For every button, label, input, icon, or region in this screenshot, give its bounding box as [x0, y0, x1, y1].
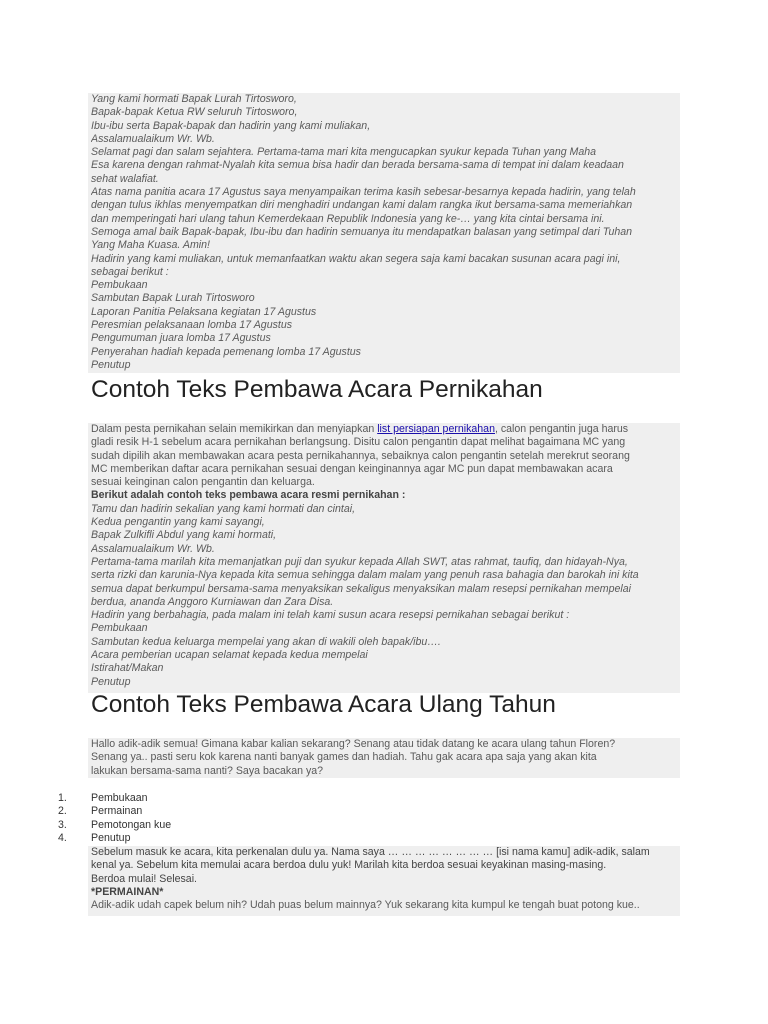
text-line: Yang kami hormati Bapak Lurah Tirtosworo,: [91, 93, 297, 105]
text-line: Pembukaan: [91, 279, 148, 292]
bold-subheading: Berikut adalah contoh teks pembawa acara resmi pernikahan :: [91, 489, 406, 502]
text-line: sudah dipilih akan membawakan acara pesta pernikahannya, sebaiknya calon pengantin setelah merekrut seorang: [91, 449, 630, 462]
text-line: Adik-adik udah capek belum nih? Udah puas belum mainnya? Yuk sekarang kita kumpul ke tengah buat potong kue..: [91, 899, 640, 912]
text-line: Kedua pengantin yang kami sayangi,: [91, 516, 265, 529]
text-line: MC memberikan daftar acara pernikahan sesuai dengan keinginannya agar MC pun dapat membawakan acara: [91, 462, 613, 475]
text-line: lakukan bersama-sama nanti? Saya bacakan ya?: [91, 764, 324, 777]
text-line: Penutup: [91, 358, 131, 371]
text-line: Peresmian pelaksanaan lomba 17 Agustus: [91, 319, 293, 332]
heading-pernikahan: Contoh Teks Pembawa Acara Pernikahan: [91, 376, 543, 403]
agustus-speech-block: [88, 93, 680, 373]
text-line: Sambutan kedua keluarga mempelai yang akan di wakili oleh bapak/ibu….: [91, 635, 441, 648]
text-line: gladi resik H-1 sebelum acara pernikahan berlangsung. Disitu calon pengantin dapat melihat bagaimana MC yang: [91, 436, 626, 449]
text-line: sehat walafiat.: [91, 172, 159, 185]
text-line: kenal ya. Sebelum kita memulai acara berdoa dulu yuk! Marilah kita berdoa sesuai keyakinan masing-masing.: [91, 859, 607, 872]
text-line: Laporan Panitia Pelaksana kegiatan 17 Agustus: [91, 305, 317, 318]
list-item-label: Penutup: [91, 831, 131, 844]
text-line: Yang Maha Kuasa. Amin!: [91, 239, 210, 252]
text-line: Assalamualaikum Wr. Wb.: [91, 132, 215, 145]
text-line: Senang ya.. pasti seru kok karena nanti banyak games dan hadiah. Tahu gak acara apa saja yang akan kita: [91, 751, 597, 764]
text-line: Atas nama panitia acara 17 Agustus saya menyampaikan terima kasih sebesar-besarnya kepada hadirin, yang telah: [91, 186, 636, 199]
list-item: [58, 819, 358, 832]
text-line: sesuai keinginan calon pengantin dan keluarga.: [91, 476, 315, 489]
text-line: Penutup: [91, 675, 131, 688]
text-line: Tamu dan hadirin sekalian yang kami hormati dan cintai,: [91, 502, 356, 515]
text-line: sebagai berikut :: [91, 265, 169, 278]
text-line: Hallo adik-adik semua! Gimana kabar kalian sekarang? Senang atau tidak datang ke acara ulang tahun Floren?: [91, 738, 616, 750]
list-number: 1.: [58, 792, 67, 804]
text-line: Istirahat/Makan: [91, 662, 164, 675]
list-number: 2.: [58, 805, 67, 818]
text-line: Assalamualaikum Wr. Wb.: [91, 542, 215, 555]
list-number: 3.: [58, 818, 67, 831]
list-item-label: Pembukaan: [91, 792, 148, 804]
text-line: dengan tulus ikhlas menyempatkan diri menghadiri undangan kami dalam rangka ikut bersama-sama memeriahkan: [91, 199, 633, 212]
list-number: 4.: [58, 831, 67, 844]
text-line: Berdoa mulai! Selesai.: [91, 872, 197, 885]
text-line: Pengumuman juara lomba 17 Agustus: [91, 332, 271, 345]
intro-line: [91, 423, 677, 436]
text-line: Hadirin yang kami muliakan, untuk memanfaatkan waktu akan segera saja kami bacakan susunan acara pagi ini,: [91, 252, 621, 265]
intro-text: Dalam pesta pernikahan selain memikirkan dan menyiapkan: [91, 423, 378, 435]
text-line: Hadirin yang berbahagia, pada malam ini telah kami susun acara resepsi pernikahan sebagai berikut :: [91, 609, 570, 622]
intro-text: , calon pengantin juga harus: [494, 423, 629, 435]
text-line: Sebelum masuk ke acara, kita perkenalan dulu ya. Nama saya … … … … … … … … [isi nama kamu] adik-adik, salam: [91, 846, 650, 858]
permainan-label: *PERMAINAN*: [91, 885, 164, 898]
text-line: Acara pemberian ucapan selamat kepada kedua mempelai: [91, 649, 368, 662]
text-line: Pembukaan: [91, 622, 148, 635]
acara-ordered-list: [58, 792, 358, 845]
text-line: Ibu-ibu serta Bapak-bapak dan hadirin yang kami muliakan,: [91, 119, 371, 132]
text-line: Semoga amal baik Bapak-bapak, Ibu-ibu dan hadirin semuanya itu mendapatkan balasan yang setimpal dari Tuhan: [91, 225, 633, 238]
list-item: [58, 805, 358, 818]
text-line: Selamat pagi dan salam sejahtera. Pertama-tama mari kita mengucapkan syukur kepada Tuhan yang Maha: [91, 146, 597, 159]
text-line: berdua, ananda Anggoro Kurniawan dan Zara Disa.: [91, 595, 334, 608]
pernikahan-block: [88, 423, 680, 693]
ulang-tahun-intro-block: [88, 738, 680, 778]
text-line: Bapak Zulkifli Abdul yang kami hormati,: [91, 529, 277, 542]
text-line: serta rizki dan karunia-Nya kepada kita semua sehingga dalam malam yang penuh rasa bahagia dan barokah ini kita: [91, 569, 639, 582]
list-item-label: Permainan: [91, 805, 143, 818]
text-line: semua dapat berkumpul bersama-sama menyaksikan sekaligus menyaksikan malam resepsi pernikahan mempelai: [91, 582, 631, 595]
list-item: [58, 832, 358, 845]
heading-ulang-tahun: Contoh Teks Pembawa Acara Ulang Tahun: [91, 691, 556, 718]
list-persiapan-link[interactable]: list persiapan pernikahan: [377, 423, 495, 435]
text-line: Sambutan Bapak Lurah Tirtosworo: [91, 292, 255, 305]
text-line: Penyerahan hadiah kepada pemenang lomba 17 Agustus: [91, 345, 361, 358]
text-line: Bapak-bapak Ketua RW seluruh Tirtosworo,: [91, 106, 298, 119]
list-item: [58, 792, 358, 805]
text-line: Pertama-tama marilah kita memanjatkan puji dan syukur kepada Allah SWT, atas rahmat, taufiq, dan hidayah-Nya,: [91, 555, 628, 568]
ulang-tahun-script-block: [88, 846, 680, 916]
list-item-label: Pemotongan kue: [91, 818, 172, 831]
text-line: dan memperingati hari ulang tahun Kemerdekaan Republik Indonesia yang ke-… yang kita cintai bersama ini.: [91, 212, 605, 225]
text-line: Esa karena dengan rahmat-Nyalah kita semua bisa hadir dan berada bersama-sama di tempat ini dalam keadaan: [91, 159, 624, 172]
